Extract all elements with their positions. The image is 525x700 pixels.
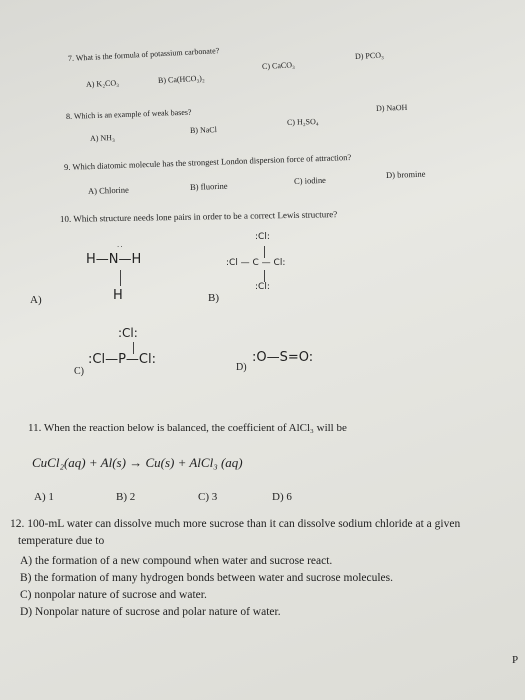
q10-structure-b-bond-top <box>264 246 265 258</box>
q10-structure-a-dots: ·· <box>117 243 124 251</box>
q9-option-d: D) bromine <box>385 168 426 180</box>
q8-option-a: A) NH₃ <box>89 133 115 143</box>
q10-text: 10. Which structure needs lone pairs in order to be a correct Lewis structure? <box>59 209 338 224</box>
q11-text: 11. When the reaction below is balanced, the coefficient of AlCl₃ will be <box>28 422 347 434</box>
q12-option-d: D) Nonpolar nature of sucrose and polar nature of water. <box>20 606 281 618</box>
q10-structure-b-bot: :Cl: <box>255 282 270 292</box>
q9-option-c: C) iodine <box>293 174 327 186</box>
q12-option-c: C) nonpolar nature of sucrose and water. <box>20 589 207 601</box>
q7-option-a: A) K₂CO₃ <box>85 78 120 89</box>
q8-option-b: B) NaCl <box>189 125 218 135</box>
q10-option-d: D) <box>236 362 247 373</box>
q12-option-a: A) the formation of a new compound when water and sucrose react. <box>20 555 333 567</box>
q12-text-line2: temperature due to <box>18 535 105 547</box>
q10-structure-b-mid: :Cl — C — Cl: <box>226 258 286 268</box>
q11-option-b: B) 2 <box>116 491 136 503</box>
q9-option-b: B) fluorine <box>189 180 228 192</box>
q10-option-a: A) <box>30 294 42 306</box>
q10-structure-b-bond-bot <box>264 270 265 282</box>
q9-text: 9. Which diatomic molecule has the strongest London dispersion force of attraction? <box>63 151 352 172</box>
q12-text-line1: 12. 100-mL water can dissolve much more sucrose than it can dissolve sodium chloride at a given <box>10 518 461 530</box>
q11-option-c: C) 3 <box>198 491 218 503</box>
q8-option-d: D) NaOH <box>375 102 408 113</box>
q10-option-b: B) <box>208 292 219 304</box>
q10-structure-c-top: :Cl: <box>118 326 138 340</box>
q7-option-d: D) PCO₃ <box>354 50 384 61</box>
q11-option-d: D) 6 <box>272 491 292 503</box>
q10-option-c: C) <box>74 366 84 377</box>
q10-structure-a-top: H—N—H <box>86 252 142 267</box>
q7-option-b: B) Ca(HCO₃)₂ <box>157 73 205 85</box>
q11-reaction: CuCl₂(aq) + Al(s) → Cu(s) + AlCl₃ (aq) <box>32 455 243 470</box>
q10-structure-d: :O—S=O: <box>252 350 314 365</box>
q12-option-b: B) the formation of many hydrogen bonds between water and sucrose molecules. <box>20 572 394 584</box>
q9-option-a: A) Chlorine <box>87 184 129 196</box>
q8-option-c: C) H₂SO₄ <box>286 116 319 127</box>
q8-text: 8. Which is an example of weak bases? <box>65 107 192 121</box>
q10-structure-a-h: H <box>113 288 123 303</box>
q7-text: 7. What is the formula of potassium carbonate? <box>67 46 220 63</box>
q10-structure-a-bond <box>120 270 121 286</box>
q7-option-c: C) CaCO₃ <box>261 60 295 71</box>
q11-option-a: A) 1 <box>34 491 54 503</box>
q10-structure-b-top: :Cl: <box>255 232 270 242</box>
q10-structure-c-mid: :Cl—P—Cl: <box>88 352 156 367</box>
corner-letter: P <box>512 654 519 666</box>
